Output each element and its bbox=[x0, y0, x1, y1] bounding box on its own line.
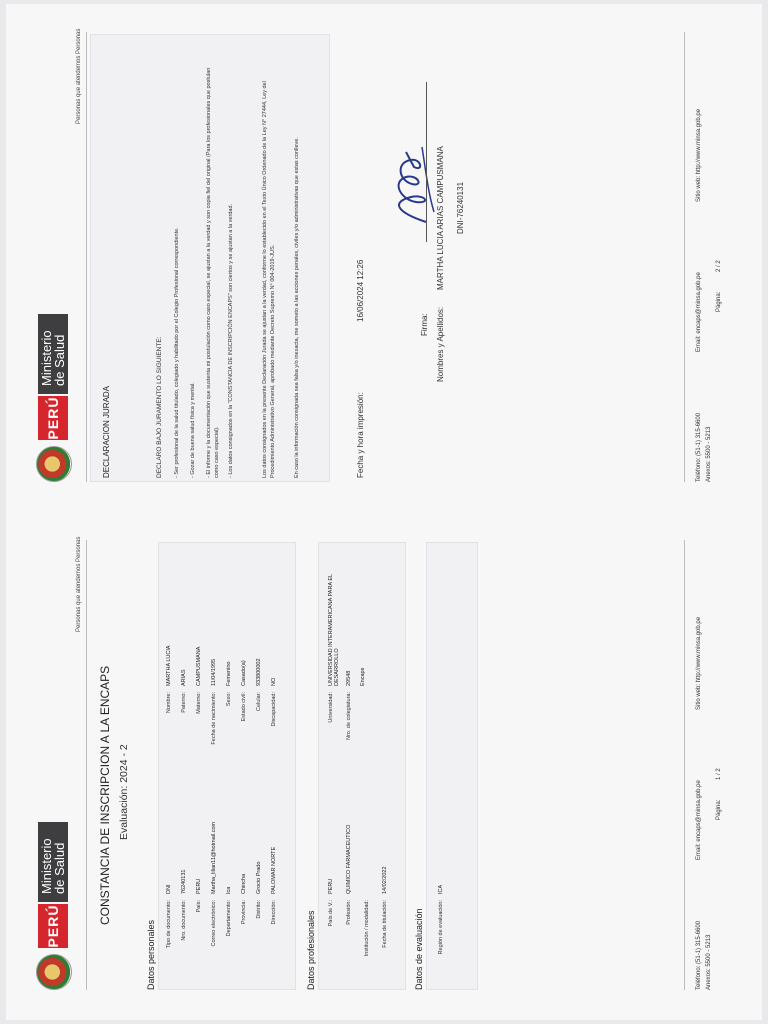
peru-logo: PERÚ bbox=[38, 396, 68, 440]
footer-phone: Teléfono: (51-1) 315-6600 bbox=[696, 412, 702, 482]
field-value: 11/04/1995 bbox=[211, 658, 217, 686]
legal-paragraph: Los datos consignados en la presente Declaración Jurada se ajustan a la verdad, conforme lo establecido en el Texto Único Ordenado de la Ley N° 27444, Ley del Procedimiento Administrativo General, aprobado mediante Decreto Supremo N° 004-2019-JUS. bbox=[262, 81, 276, 478]
field-value: ARIAS bbox=[181, 669, 187, 686]
field-value: MARTHA LUCIA bbox=[166, 645, 172, 686]
field-label: Sexo: bbox=[226, 692, 232, 707]
field-value: NO bbox=[271, 677, 277, 686]
footer-phone: Teléfono: (51-1) 315-6600 bbox=[696, 920, 702, 990]
header-divider bbox=[86, 32, 87, 482]
field-value: Encaps bbox=[360, 667, 366, 686]
declaration-heading: DECLARACION JURADA bbox=[102, 385, 111, 478]
field-label: Universidad: bbox=[328, 692, 334, 723]
field-value: Casado(a) bbox=[241, 660, 247, 686]
signature-line bbox=[426, 82, 427, 242]
page-1 bbox=[6, 512, 762, 1020]
peru-coat-of-arms-icon bbox=[36, 954, 72, 990]
names-value: MARTHA LUCIA ARIAS CAMPUSMANA bbox=[436, 146, 445, 290]
declaration-item-1: - Ser profesional de la salud titulado, colegiado y habilitado por el Colegio Profesional correspondiente. bbox=[174, 227, 180, 478]
field-value: Ica bbox=[226, 886, 232, 894]
field-value: 76240131 bbox=[181, 869, 187, 894]
field-value: DNI bbox=[166, 884, 172, 894]
ministerio-logo bbox=[38, 314, 68, 394]
field-value: Femenino bbox=[226, 661, 232, 686]
header-note: Personas que atendemos Personas bbox=[76, 28, 82, 124]
field-value: PERU bbox=[196, 878, 202, 894]
header-note: Personas que atendemos Personas bbox=[76, 536, 82, 632]
evaluation-data-box bbox=[426, 542, 478, 990]
page-number-value: 2 / 2 bbox=[716, 260, 722, 272]
ministerio-line1: Ministerio bbox=[39, 838, 54, 894]
field-label: Correo electrónico: bbox=[211, 900, 217, 947]
field-label: Dirección: bbox=[271, 900, 277, 925]
field-value: 29548 bbox=[346, 670, 352, 686]
page-title: CONSTANCIA DE INSCRIPCION A LA ENCAPS bbox=[98, 665, 112, 925]
page-2 bbox=[6, 4, 762, 512]
print-date-label: Fecha y hora impresión: bbox=[356, 392, 365, 478]
field-value: UNIVERSIDAD INTERAMERICANA PARA EL DESARROLLO bbox=[328, 574, 340, 686]
field-label: Provincia: bbox=[241, 900, 247, 925]
field-value: Grocio Prado bbox=[256, 861, 262, 894]
field-label: Institución / modalidad: bbox=[364, 900, 370, 957]
field-value: Chincha bbox=[241, 873, 247, 894]
field-value: Martha_lilian11@hotmail.com bbox=[211, 821, 217, 894]
declaration-item-4: - Los datos consignados en la "CONSTANCIA DE INSCRIPCIÓN ENCAPS" son ciertos y se ajustan a la verdad. bbox=[228, 203, 234, 478]
peru-logo: PERÚ bbox=[38, 904, 68, 948]
field-label: Fecha de titulación: bbox=[382, 900, 388, 948]
field-label: Tipo de documento: bbox=[166, 900, 172, 949]
landscape-content bbox=[6, 4, 762, 1020]
ministerio-logo bbox=[38, 822, 68, 902]
field-label: Fecha de nacimiento: bbox=[211, 692, 217, 745]
field-label: Nro. de colegiatura: bbox=[346, 692, 352, 740]
field-label: Discapacidad: bbox=[271, 692, 277, 727]
field-label: Celular: bbox=[256, 692, 262, 711]
print-date-value: 16/06/2024 12:26 bbox=[356, 259, 365, 322]
names-label: Nombres y Apellidos: bbox=[436, 306, 445, 382]
field-value: 14/02/2022 bbox=[382, 866, 388, 894]
footer-web: Sitio web: http://www.minsa.gob.pe bbox=[696, 108, 702, 202]
footer-divider bbox=[684, 32, 685, 482]
footer-web: Sitio web: http://www.minsa.gob.pe bbox=[696, 616, 702, 710]
ministerio-line1: Ministerio bbox=[39, 330, 54, 386]
dni-value: DNI-76240131 bbox=[456, 181, 465, 234]
field-value: ICA bbox=[438, 884, 444, 894]
declaration-item-3: - El informe y la documentación que sustenta mi postulación como caso especial, se ajustan a la verdad y son copia fiel del original (Para los profesionales que postulan como caso especial). bbox=[206, 67, 220, 478]
evaluation-period: Evaluación: 2024 - 2 bbox=[118, 744, 130, 840]
field-value: CAMPUSMANA bbox=[196, 646, 202, 686]
field-label: Profesión: bbox=[346, 900, 352, 925]
ministerio-line2: de Salud bbox=[52, 842, 67, 894]
ministerio-line2: de Salud bbox=[52, 334, 67, 386]
field-value: PERU bbox=[328, 878, 334, 894]
page-number-label: Página: bbox=[716, 291, 722, 312]
footer-anexos: Anexos: 5500 - 5213 bbox=[706, 426, 712, 482]
field-label: Nombre: bbox=[166, 692, 172, 714]
declaration-item-2: - Gozar de buena salud física y mental. bbox=[190, 382, 196, 478]
footer-anexos: Anexos: 5500 - 5213 bbox=[706, 934, 712, 990]
evaluation-data-heading: Datos de evaluación bbox=[414, 908, 424, 990]
page-number-value: 1 / 2 bbox=[716, 768, 722, 780]
field-label: Distrito: bbox=[256, 900, 262, 919]
field-label: País de V.: bbox=[328, 900, 334, 927]
field-label: Paterno: bbox=[181, 692, 187, 713]
peru-coat-of-arms-icon bbox=[36, 446, 72, 482]
field-label: Materno: bbox=[196, 692, 202, 714]
field-label: Región de evaluación: bbox=[438, 900, 444, 955]
false-info-paragraph: En caso la información consignada sea falsa y/o inexacta, me someto a las acciones penales, civiles y/o administrativas que estas conlleve. bbox=[294, 137, 300, 478]
field-label: Departamento: bbox=[226, 900, 232, 937]
footer-email: Email: encaps@minsa.gob.pe bbox=[696, 780, 702, 860]
field-value: 933800002 bbox=[256, 658, 262, 686]
footer-divider bbox=[684, 540, 685, 990]
field-value: QUIMICO FARMACEUTICO bbox=[346, 824, 352, 894]
scanned-document bbox=[6, 4, 762, 1020]
declaro-text: DECLARO BAJO JURAMENTO LO SIGUIENTE: bbox=[156, 336, 163, 478]
field-label: País: bbox=[196, 900, 202, 913]
page-number-label: Página: bbox=[716, 799, 722, 820]
header-divider bbox=[86, 540, 87, 990]
field-label: Estado civil: bbox=[241, 692, 247, 722]
signature-label: Firma: bbox=[420, 313, 429, 336]
professional-data-heading: Datos profesionales bbox=[306, 910, 316, 990]
footer-email: Email: encaps@minsa.gob.pe bbox=[696, 272, 702, 352]
field-label: Nro. documento: bbox=[181, 900, 187, 941]
field-value: PALOMAR NORTE bbox=[271, 846, 277, 894]
personal-data-heading: Datos personales bbox=[146, 919, 156, 990]
